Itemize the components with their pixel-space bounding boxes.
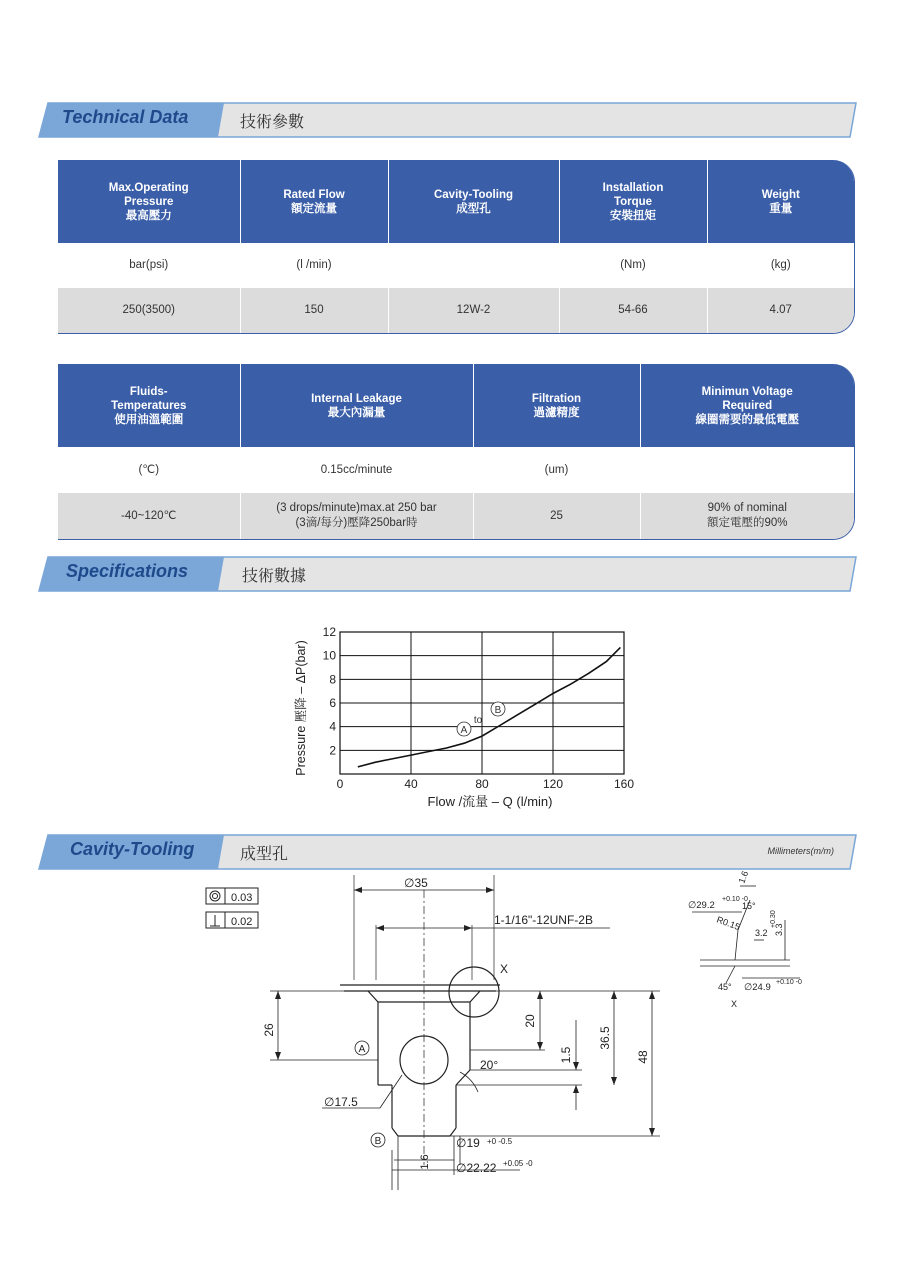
y-tick-label: 2 xyxy=(329,743,336,758)
y-tick-label: 6 xyxy=(329,696,336,710)
tol-value: 0.03 xyxy=(231,892,253,904)
detail-angle-45: 45° xyxy=(718,982,732,992)
x-tick-label: 80 xyxy=(475,777,489,791)
unit-cell: (℃) xyxy=(58,447,240,493)
dim-d17-5: ∅17.5 xyxy=(324,1095,358,1109)
dim-d35: ∅35 xyxy=(404,876,428,890)
dim-d19-tol: +0 -0.5 xyxy=(487,1137,513,1146)
section-title-en: Cavity-Tooling xyxy=(70,839,195,859)
value-cell: 90% of nominal 額定電壓的90% xyxy=(640,493,854,539)
chart-y-ticks xyxy=(323,625,337,757)
unit-cell: (Nm) xyxy=(559,243,707,288)
detail-d29-2-tol: +0.10 -0 xyxy=(722,896,748,903)
x-tick-label: 40 xyxy=(404,777,418,791)
chart-grid xyxy=(340,632,624,774)
section-title-en: Technical Data xyxy=(62,107,189,127)
header-fluid-temp: Fluids- Temperatures 使用油溫範圍 xyxy=(58,364,240,447)
annotation-a: A xyxy=(460,725,468,736)
detail-r0-15: R0.15 xyxy=(715,914,742,933)
y-tick-label: 10 xyxy=(322,648,336,663)
header-rated-flow: Rated Flow 額定流量 xyxy=(240,160,388,243)
detail-d24-9-tol: +0.10 -0 xyxy=(776,979,802,986)
tolerance-concentricity xyxy=(206,888,258,904)
value-cell: -40~120℃ xyxy=(58,493,240,539)
series-line-a-to-b xyxy=(358,647,621,767)
value-cell: 150 xyxy=(240,288,388,333)
header-torque: Installation Torque 安裝扭矩 xyxy=(559,160,707,243)
detail-d29-2: ∅29.2 xyxy=(688,900,715,911)
units-note: Millimeters(m/m) xyxy=(767,846,834,856)
annotation-to: to xyxy=(473,715,483,726)
value-cell: 12W-2 xyxy=(388,288,559,333)
detail-d24-9: ∅24.9 xyxy=(744,982,771,993)
x-tick-label: 0 xyxy=(336,777,344,791)
detail-3-2: 3.2 xyxy=(755,928,768,938)
port-markers xyxy=(355,1041,385,1147)
header-cavity: Cavity-Tooling 成型孔 xyxy=(388,160,559,243)
x-tick-label: 160 xyxy=(613,777,635,791)
dim-20: 20 xyxy=(523,1014,537,1028)
unit-cell: (l /min) xyxy=(240,243,388,288)
y-tick-label: 8 xyxy=(329,672,336,687)
dim-1-5: 1.5 xyxy=(559,1046,573,1064)
dim-1-6: 1.6 xyxy=(419,1154,431,1170)
dim-d22-22: ∅22.22 xyxy=(456,1161,497,1175)
chart-x-ticks xyxy=(337,777,635,791)
value-cell: 54-66 xyxy=(559,288,707,333)
dim-thread: 1-1/16"-12UNF-2B xyxy=(494,913,593,927)
header-weight: Weight 重量 xyxy=(707,160,854,243)
dim-d19: ∅19 xyxy=(456,1136,480,1150)
detail-3-3-tol: +0.30 xyxy=(770,910,777,928)
y-tick-label: 4 xyxy=(329,719,336,734)
header-max-pressure: Max.Operating Pressure 最高壓力 xyxy=(58,160,240,243)
cavity-drawing xyxy=(0,870,900,1200)
value-cell: (3 drops/minute)max.at 250 bar (3滴/每分)壓降250bar時 xyxy=(240,493,473,539)
detail-angle-15: 15° xyxy=(742,901,756,911)
unit-cell: (um) xyxy=(473,447,640,493)
detail-3-3: 3.3 xyxy=(774,923,784,936)
port-b-label: B xyxy=(374,1136,382,1147)
unit-cell xyxy=(388,243,559,288)
annotation-b: B xyxy=(494,705,502,716)
port-a-label: A xyxy=(358,1044,366,1055)
y-tick-label: 12 xyxy=(322,625,336,639)
value-cell: 25 xyxy=(473,493,640,539)
section-title-cn: 技術數據 xyxy=(242,566,307,585)
dim-x: X xyxy=(500,962,509,976)
unit-cell: bar(psi) xyxy=(58,243,240,288)
unit-cell: (kg) xyxy=(707,243,854,288)
value-cell: 4.07 xyxy=(707,288,854,333)
technical-table-2 xyxy=(58,364,855,540)
y-axis-label: Pressure 壓降 – ΔP(bar) xyxy=(294,640,308,776)
header-filtration: Filtration 過濾精度 xyxy=(473,364,640,447)
tolerance-perpendicularity xyxy=(206,912,258,928)
section-title-en: Specifications xyxy=(66,561,189,581)
dim-26: 26 xyxy=(262,1023,276,1037)
detail-x-label: X xyxy=(731,999,738,1009)
x-tick-label: 120 xyxy=(542,777,564,791)
detail-1-6: 1.6 xyxy=(736,870,751,885)
dim-36-5: 36.5 xyxy=(598,1026,612,1050)
value-cell: 250(3500) xyxy=(58,288,240,333)
specifications-header xyxy=(38,556,858,592)
header-voltage: Minimun Voltage Required 線圈需要的最低電壓 xyxy=(640,364,854,447)
cavity-tooling-header xyxy=(38,834,858,870)
pressure-flow-chart xyxy=(290,612,650,812)
section-title-cn: 成型孔 xyxy=(240,844,289,863)
section-title-cn: 技術參數 xyxy=(240,112,305,131)
dim-48: 48 xyxy=(636,1050,650,1064)
x-axis-label: Flow /流量 – Q (l/min) xyxy=(427,794,553,809)
unit-cell: 0.15cc/minute xyxy=(240,447,473,493)
unit-cell xyxy=(640,447,854,493)
dim-angle-20: 20° xyxy=(480,1058,499,1072)
chart-annotation xyxy=(457,702,505,736)
dim-d22-22-tol: +0.05 -0 xyxy=(503,1159,533,1168)
technical-table-1 xyxy=(58,160,855,334)
tol-value: 0.02 xyxy=(231,916,253,928)
dimension-labels xyxy=(262,876,650,1175)
detail-x xyxy=(688,870,802,1009)
header-leakage: Internal Leakage 最大內漏量 xyxy=(240,364,473,447)
technical-data-header xyxy=(38,102,858,138)
